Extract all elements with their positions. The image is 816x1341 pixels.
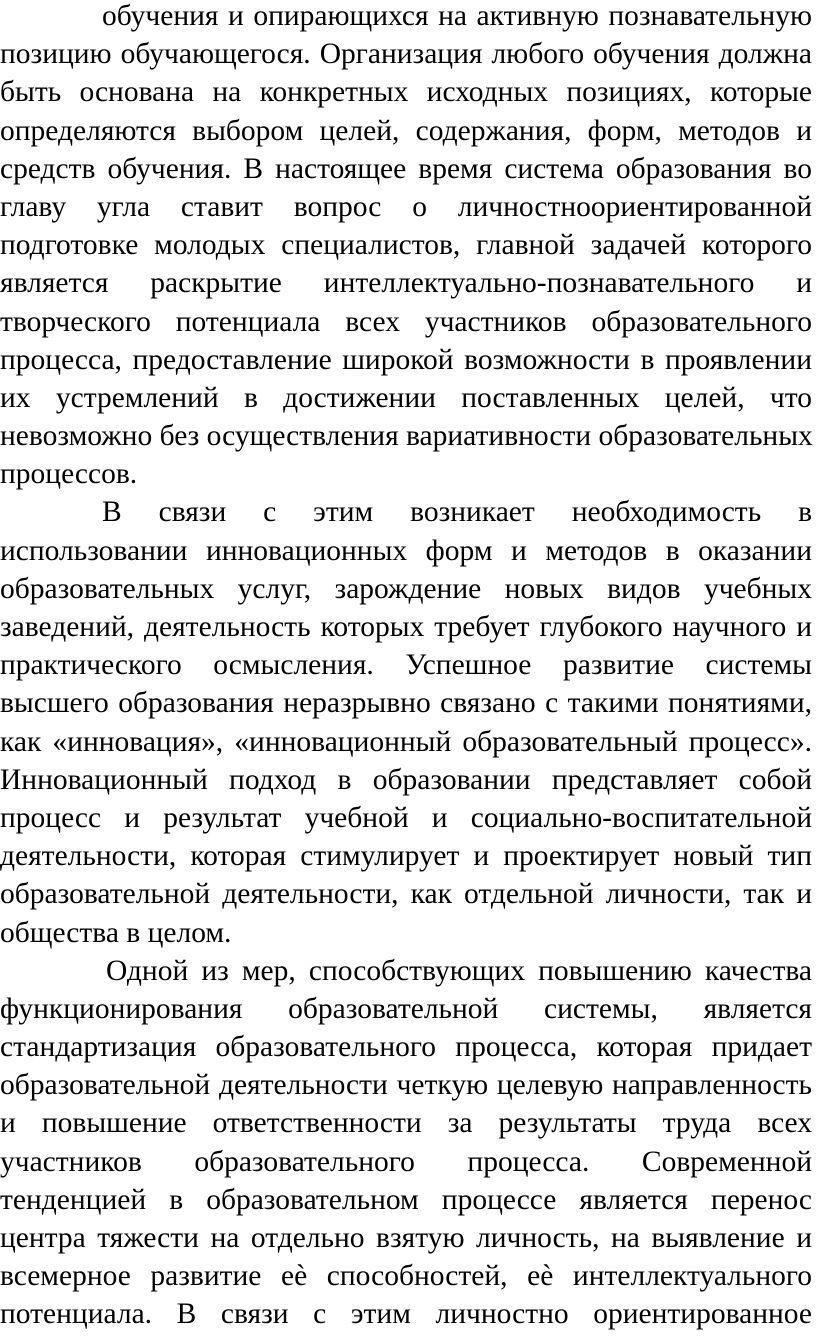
- text-line: является раскрытие интеллектуально-познавательного и: [0, 267, 812, 300]
- text-line: стандартизация образовательного процесса, которая придает: [0, 1031, 812, 1064]
- paragraph: [0, 952, 812, 1334]
- text-line: образовательной деятельности, как отдельной личности, так и: [0, 878, 812, 911]
- text-line: главу угла ставит вопрос о личностноориентированной: [0, 190, 812, 223]
- text-line: центра тяжести на отдельно взятую личность, на выявление и: [0, 1222, 812, 1254]
- text-line: Инновационный подход в образовании представляет собой: [0, 763, 812, 796]
- text-line: средств обучения. В настоящее время система образования во: [0, 152, 812, 185]
- text-line: определяются выбором целей, содержания, форм, методов и: [0, 114, 812, 147]
- text-line: участников образовательного процесса. Современной: [0, 1145, 812, 1178]
- text-line: тенденцией в образовательном процессе является перенос: [0, 1183, 812, 1216]
- paragraph: [0, 0, 812, 493]
- text-line: всемерное развитие еѐ способностей, еѐ интеллектуального: [0, 1260, 812, 1293]
- text-line: функционирования образовательной системы, является: [0, 992, 812, 1025]
- text-line: процесса, предоставление широкой возможности в проявлении: [0, 343, 812, 376]
- text-line: и повышение ответственности за результаты труда всех: [0, 1107, 812, 1140]
- text-line: процессов.: [0, 458, 138, 491]
- text-line: образовательной деятельности четкую целевую направленность: [0, 1069, 812, 1102]
- text-line: как «инновация», «инновационный образовательный процесс».: [0, 725, 812, 758]
- text-line: общества в целом.: [0, 916, 232, 949]
- text-line: заведений, деятельность которых требует глубокого научного и: [0, 611, 812, 643]
- paragraph: [0, 493, 812, 951]
- text-line: творческого потенциала всех участников образовательного: [0, 305, 812, 338]
- text-line: подготовке молодых специалистов, главной задачей которого: [0, 229, 812, 262]
- text-line: образовательных услуг, зарождение новых видов учебных: [0, 572, 812, 605]
- text-line: В связи с этим возникает необходимость в: [102, 496, 812, 529]
- text-line: высшего образования неразрывно связано с такими понятиями,: [0, 687, 812, 720]
- text-line: использовании инновационных форм и методов в оказании: [0, 534, 812, 567]
- text-line: быть основана на конкретных исходных позициях, которые: [0, 76, 812, 109]
- text-line: их устремлений в достижении поставленных целей, что: [0, 381, 812, 414]
- text-line: обучения и опирающихся на активную познавательную: [102, 0, 812, 32]
- text-line: позицию обучающегося. Организация любого обучения должна: [0, 38, 812, 71]
- text-line: практического осмысления. Успешное развитие системы: [0, 649, 812, 682]
- text-line: потенциала. В связи с этим личностно ориентированное: [0, 1298, 812, 1331]
- text-line: процесс и результат учебной и социально-воспитательной: [0, 801, 812, 834]
- text-line: Одной из мер, способствующих повышению качества: [106, 954, 812, 987]
- text-line: невозможно без осуществления вариативности образовательных: [0, 420, 813, 453]
- text-line: деятельности, которая стимулирует и проектирует новый тип: [0, 840, 812, 873]
